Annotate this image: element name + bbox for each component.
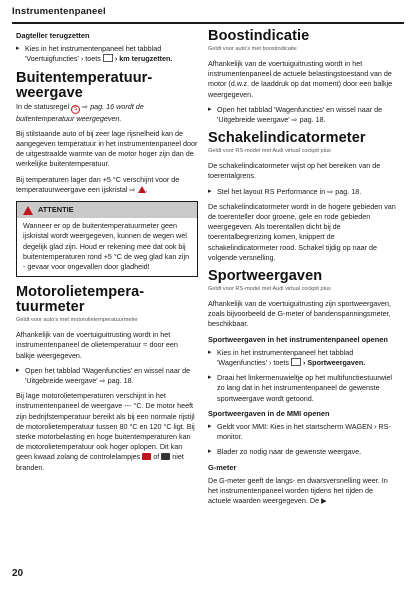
sport-step4: ▸ Blader zo nodig naar de gewenste weergave. — [208, 447, 398, 457]
oil-note: Geldt voor auto's met motorolietemperatuurmeter — [16, 317, 139, 324]
page-number: 20 — [12, 568, 24, 579]
shift-step: ▸ Stel het layout RS Performance in ⇨ pag. 18. — [208, 187, 398, 197]
shift-title: Schakelindicatormeter — [208, 130, 366, 147]
warning-header: ATTENTIE — [17, 202, 197, 218]
g-p1: De G-meter geeft de langs- en dwarsversnelling weer. In het instrumentenpaneel worden tijdens het rijden de actuele waarden weergegeven. De ▶ — [208, 475, 388, 506]
oil-step: ▸ Open het tabblad 'Wagenfuncties' en wissel naar de 'Uitgebreide weergave' ⇨ pag. 18. — [16, 366, 198, 386]
day-title: Dagteller terugzetten — [16, 31, 90, 40]
sport-note: Geldt voor RS-model met Audi virtual cockpit plus — [208, 286, 331, 293]
oil-p2: Bij lage motorolietemperaturen verschijnt in het instrumentenpaneel de weergave --- °C. De motor heeft zijn bedrijfstemperatuur bereikt als bij een normale rijstijl de motorolietemperatuur tussen 80 °C en 120 °C ligt. Bij sterke motorbelasting en hoge buitentemperaturen kan de motorolietemperatuur ook hoger oplopen. Dit kan geen kwaad zolang de controlelampjes of niet branden. — [16, 391, 195, 472]
page-header — [12, 6, 404, 24]
shift-p2: De schakelindicatormeter wordt in de hogere gebieden van de toerenteller door groene, gele en rode gebieden weergegeven. Als toerentallen dicht bij de toerentalbegrenzing komen, knippert de schakelindicatormeter rood. Schakel tijdig op naar de volgende versnelling. — [208, 201, 396, 262]
boost-title: Boostindicatie — [208, 28, 310, 44]
oil-p1: Afhankelijk van de voertuiguitrusting wordt in het instrumentenpaneel de olietemperatuur ≈ door een balkje weergegeven. — [16, 330, 178, 360]
sport-p1: Afhankelijk van de voertuiguitrusting zijn sportweergaven, zoals bijvoorbeeld de G-meter of bandenspanningsmeter, beschikbaar. — [208, 299, 391, 329]
status-icon: S — [71, 105, 80, 114]
temp-p2: Bij stilstaande auto of bij zeer lage rijsnelheid kan de aangegeven temperatuur in het instrumentenpaneel door de uitgestraalde warmte van de motor hoger zijn dan de werkelijke buitentemperatuur. — [16, 128, 198, 169]
sport-sub2: Sportweergaven in de MMI openen — [208, 408, 330, 418]
temp-title: Buitentemperatuur-weergave — [16, 69, 153, 101]
header-title: Instrumentenpaneel — [12, 6, 106, 17]
continue-icon: ▶ — [321, 496, 327, 506]
left-column — [16, 28, 198, 478]
header-rule — [12, 22, 404, 24]
shift-p1: De schakelindicatormeter wijst op het bereiken van de toerentalgrens. — [208, 161, 381, 181]
menu-icon — [103, 54, 113, 62]
g-title: G-meter — [208, 462, 237, 472]
oil-temp-icon: ≈ — [143, 340, 148, 350]
boost-p1: Afhankelijk van de voertuiguitrusting wordt in het instrumentenpaneel de actuele belastingstoestand van de motor (d.w.z. de laaddruk op dat moment) door een balkje weergegeven. — [208, 59, 393, 99]
sport-title: Sportweergaven — [208, 268, 323, 285]
engine-lamp-icon — [161, 453, 170, 460]
temp-p3: Bij temperaturen lager dan +5 °C verschijnt voor de temperatuurweergave een ijskristal ⇨ . — [16, 174, 180, 194]
day-step: ▸ Kies in het instrumentenpaneel het tabblad 'Voertuigfuncties' › toets › km terugzetten. — [16, 44, 198, 64]
shift-note: Geldt voor RS-model met Audi virtual cockpit plus — [208, 148, 331, 155]
oil-title: Motorolietempera-tuurmeter — [16, 284, 145, 316]
temp-p1: In de statusregel S ⇨ pag. 16 wordt de buitentemperatuur weergegeven. — [16, 101, 144, 123]
right-column — [208, 28, 398, 512]
boost-note: Geldt voor auto's met boostindicatie — [208, 46, 297, 52]
warning-text: Wanneer er op de buitentemperatuurmeter geen ijskristal wordt weergegeven, kunnen de wegen wel degelijk glad zijn. Houd er rekening mee dat ook bij buitentemperaturen rond +5 °C de weg glad kan zijn - gevaar voor ongevallen door gladheid! — [23, 221, 190, 272]
warning-icon — [23, 206, 33, 215]
warning-triangle-icon — [138, 186, 146, 193]
sport-step3: ▸ Geldt voor MMI: Kies in het startscherm WAGEN › RS-monitor. — [208, 422, 398, 442]
sport-step2: ▸ Draai het linkermenuwieltje op het multifunctiestuurwiel zo lang dat in het instrumentenpaneel de gewenste sportweergave wordt getoond. — [208, 373, 398, 404]
sport-sub1: Sportweergaven in het instrumentenpaneel openen — [208, 334, 388, 344]
oil-warning-lamp-icon — [142, 453, 151, 460]
menu-icon — [291, 358, 301, 366]
boost-step: ▸ Open het tabblad 'Wagenfuncties' en wissel naar de 'Uitgebreide weergave' ⇨ pag. 18. — [208, 105, 398, 125]
sport-step1: ▸ Kies in het instrumentenpaneel het tabblad 'Wagenfuncties' › toets › Sportweergaven. — [208, 348, 398, 368]
warning-box — [16, 201, 198, 277]
